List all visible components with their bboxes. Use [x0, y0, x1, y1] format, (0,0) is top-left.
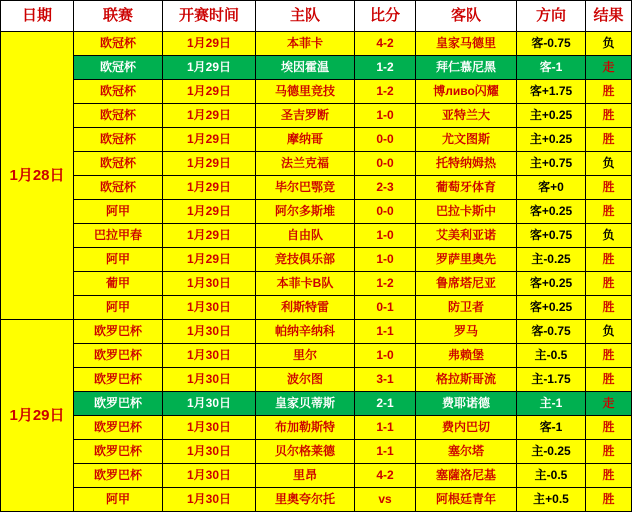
direction-cell: 客+0 — [517, 176, 586, 200]
league-cell: 阿甲 — [74, 200, 163, 224]
direction-cell: 主-1 — [517, 392, 586, 416]
direction-cell: 客+0.25 — [517, 296, 586, 320]
header-direction: 方向 — [517, 1, 586, 32]
home-team-cell: 里昂 — [256, 464, 355, 488]
home-team-cell: 贝尔格莱德 — [256, 440, 355, 464]
away-team-cell: 格拉斯哥流 — [416, 368, 517, 392]
direction-cell: 主-0.5 — [517, 344, 586, 368]
header-away-team: 客队 — [416, 1, 517, 32]
league-cell: 欧冠杯 — [74, 32, 163, 56]
home-team-cell: 阿尔多斯堆 — [256, 200, 355, 224]
result-cell: 胜 — [586, 296, 632, 320]
home-team-cell: 摩纳哥 — [256, 128, 355, 152]
home-team-cell: 利斯特雷 — [256, 296, 355, 320]
table-row[interactable] — [1, 152, 632, 176]
score-cell: 1-1 — [355, 320, 416, 344]
league-cell: 欧冠杯 — [74, 80, 163, 104]
kickoff-time-cell: 1月29日 — [163, 80, 256, 104]
home-team-cell: 本菲卡 — [256, 32, 355, 56]
score-cell: 0-0 — [355, 152, 416, 176]
home-team-cell: 圣吉罗断 — [256, 104, 355, 128]
league-cell: 欧罗巴杯 — [74, 344, 163, 368]
kickoff-time-cell: 1月30日 — [163, 368, 256, 392]
kickoff-time-cell: 1月29日 — [163, 176, 256, 200]
kickoff-time-cell: 1月30日 — [163, 392, 256, 416]
direction-cell: 客-1 — [517, 56, 586, 80]
home-team-cell: 竞技俱乐部 — [256, 248, 355, 272]
table-row[interactable] — [1, 32, 632, 56]
league-cell: 欧冠杯 — [74, 128, 163, 152]
direction-cell: 客-0.75 — [517, 32, 586, 56]
table-row[interactable] — [1, 392, 632, 416]
result-cell: 胜 — [586, 80, 632, 104]
result-cell: 胜 — [586, 344, 632, 368]
kickoff-time-cell: 1月30日 — [163, 296, 256, 320]
home-team-cell: 马德里竞技 — [256, 80, 355, 104]
home-team-cell: 毕尔巴鄂竞 — [256, 176, 355, 200]
score-cell: 1-0 — [355, 248, 416, 272]
result-cell: 负 — [586, 224, 632, 248]
home-team-cell: 布加勒斯特 — [256, 416, 355, 440]
away-team-cell: 弗赖堡 — [416, 344, 517, 368]
table-row[interactable] — [1, 488, 632, 512]
result-cell: 胜 — [586, 128, 632, 152]
result-cell: 胜 — [586, 248, 632, 272]
away-team-cell: 葡萄牙体育 — [416, 176, 517, 200]
direction-cell: 客+0.25 — [517, 272, 586, 296]
result-cell: 走 — [586, 56, 632, 80]
table-row[interactable] — [1, 296, 632, 320]
away-team-cell: 亚特兰大 — [416, 104, 517, 128]
direction-cell: 主+0.75 — [517, 152, 586, 176]
direction-cell: 客-0.75 — [517, 320, 586, 344]
score-cell: 1-2 — [355, 56, 416, 80]
table-header-row — [1, 1, 632, 32]
table-row[interactable] — [1, 440, 632, 464]
header-result: 结果 — [586, 1, 632, 32]
date-group-cell: 1月29日 — [1, 320, 74, 512]
table-row[interactable] — [1, 80, 632, 104]
result-cell: 胜 — [586, 488, 632, 512]
score-cell: 1-2 — [355, 80, 416, 104]
kickoff-time-cell: 1月30日 — [163, 464, 256, 488]
result-cell: 胜 — [586, 416, 632, 440]
away-team-cell: 巴拉卡斯中 — [416, 200, 517, 224]
direction-cell: 主-1.75 — [517, 368, 586, 392]
table-row[interactable] — [1, 128, 632, 152]
away-team-cell: 皇家马德里 — [416, 32, 517, 56]
away-team-cell: 塞薩洛尼基 — [416, 464, 517, 488]
kickoff-time-cell: 1月29日 — [163, 56, 256, 80]
header-league: 联赛 — [74, 1, 163, 32]
home-team-cell: 皇家贝蒂斯 — [256, 392, 355, 416]
away-team-cell: 费耶诺德 — [416, 392, 517, 416]
score-cell: 1-0 — [355, 104, 416, 128]
direction-cell: 主-0.25 — [517, 248, 586, 272]
header-kickoff-time: 开赛时间 — [163, 1, 256, 32]
away-team-cell: 博ливо闪耀 — [416, 80, 517, 104]
kickoff-time-cell: 1月29日 — [163, 248, 256, 272]
league-cell: 欧罗巴杯 — [74, 368, 163, 392]
away-team-cell: 拜仁慕尼黑 — [416, 56, 517, 80]
away-team-cell: 艾美利亚诺 — [416, 224, 517, 248]
result-cell: 胜 — [586, 176, 632, 200]
result-cell: 胜 — [586, 368, 632, 392]
league-cell: 阿甲 — [74, 296, 163, 320]
home-team-cell: 本菲卡B队 — [256, 272, 355, 296]
result-cell: 负 — [586, 152, 632, 176]
kickoff-time-cell: 1月30日 — [163, 488, 256, 512]
home-team-cell: 里奥夸尔托 — [256, 488, 355, 512]
table-row[interactable] — [1, 248, 632, 272]
away-team-cell: 费内巴切 — [416, 416, 517, 440]
score-cell: 1-1 — [355, 440, 416, 464]
league-cell: 巴拉甲春 — [74, 224, 163, 248]
league-cell: 欧冠杯 — [74, 176, 163, 200]
table-row[interactable] — [1, 272, 632, 296]
header-date: 日期 — [1, 1, 74, 32]
score-cell: 1-0 — [355, 224, 416, 248]
kickoff-time-cell: 1月29日 — [163, 224, 256, 248]
league-cell: 葡甲 — [74, 272, 163, 296]
away-team-cell: 托特纳姆热 — [416, 152, 517, 176]
home-team-cell: 法兰克福 — [256, 152, 355, 176]
away-team-cell: 尤文图斯 — [416, 128, 517, 152]
league-cell: 阿甲 — [74, 488, 163, 512]
score-cell: 1-0 — [355, 344, 416, 368]
result-cell: 负 — [586, 320, 632, 344]
header-home-team: 主队 — [256, 1, 355, 32]
away-team-cell: 罗马 — [416, 320, 517, 344]
result-cell: 胜 — [586, 200, 632, 224]
direction-cell: 主-0.25 — [517, 440, 586, 464]
home-team-cell: 波尔图 — [256, 368, 355, 392]
league-cell: 欧冠杯 — [74, 56, 163, 80]
kickoff-time-cell: 1月30日 — [163, 320, 256, 344]
table-row[interactable] — [1, 464, 632, 488]
home-team-cell: 自由队 — [256, 224, 355, 248]
kickoff-time-cell: 1月29日 — [163, 200, 256, 224]
score-cell: vs — [355, 488, 416, 512]
league-cell: 欧罗巴杯 — [74, 392, 163, 416]
table-row[interactable] — [1, 56, 632, 80]
direction-cell: 客+1.75 — [517, 80, 586, 104]
table-body — [1, 32, 632, 512]
table-row[interactable] — [1, 200, 632, 224]
kickoff-time-cell: 1月29日 — [163, 152, 256, 176]
result-cell: 胜 — [586, 440, 632, 464]
league-cell: 欧冠杯 — [74, 152, 163, 176]
direction-cell: 主+0.25 — [517, 128, 586, 152]
result-cell: 胜 — [586, 464, 632, 488]
away-team-cell: 防卫者 — [416, 296, 517, 320]
score-cell: 0-0 — [355, 200, 416, 224]
score-cell: 2-1 — [355, 392, 416, 416]
league-cell: 欧罗巴杯 — [74, 320, 163, 344]
home-team-cell: 埃因霍温 — [256, 56, 355, 80]
direction-cell: 客+0.25 — [517, 200, 586, 224]
score-cell: 0-0 — [355, 128, 416, 152]
away-team-cell: 塞尔塔 — [416, 440, 517, 464]
header-score: 比分 — [355, 1, 416, 32]
score-cell: 1-1 — [355, 416, 416, 440]
kickoff-time-cell: 1月30日 — [163, 272, 256, 296]
home-team-cell: 里尔 — [256, 344, 355, 368]
table-row[interactable] — [1, 320, 632, 344]
score-cell: 4-2 — [355, 464, 416, 488]
league-cell: 欧罗巴杯 — [74, 416, 163, 440]
result-cell: 胜 — [586, 104, 632, 128]
kickoff-time-cell: 1月30日 — [163, 416, 256, 440]
table-row[interactable] — [1, 176, 632, 200]
direction-cell: 客-1 — [517, 416, 586, 440]
kickoff-time-cell: 1月29日 — [163, 32, 256, 56]
league-cell: 欧罗巴杯 — [74, 464, 163, 488]
kickoff-time-cell: 1月30日 — [163, 344, 256, 368]
direction-cell: 客+0.75 — [517, 224, 586, 248]
table-row[interactable] — [1, 368, 632, 392]
score-cell: 0-1 — [355, 296, 416, 320]
result-cell: 胜 — [586, 272, 632, 296]
league-cell: 欧冠杯 — [74, 104, 163, 128]
league-cell: 欧罗巴杯 — [74, 440, 163, 464]
result-cell: 负 — [586, 32, 632, 56]
result-cell: 走 — [586, 392, 632, 416]
kickoff-time-cell: 1月30日 — [163, 440, 256, 464]
kickoff-time-cell: 1月29日 — [163, 128, 256, 152]
kickoff-time-cell: 1月29日 — [163, 104, 256, 128]
table-row[interactable] — [1, 104, 632, 128]
away-team-cell: 罗萨里奥先 — [416, 248, 517, 272]
score-cell: 3-1 — [355, 368, 416, 392]
score-cell: 4-2 — [355, 32, 416, 56]
date-group-cell: 1月28日 — [1, 32, 74, 320]
score-cell: 2-3 — [355, 176, 416, 200]
direction-cell: 主+0.5 — [517, 488, 586, 512]
direction-cell: 主+0.25 — [517, 104, 586, 128]
score-cell: 1-2 — [355, 272, 416, 296]
table-row[interactable] — [1, 224, 632, 248]
direction-cell: 主-0.5 — [517, 464, 586, 488]
home-team-cell: 帕纳辛纳科 — [256, 320, 355, 344]
away-team-cell: 阿根廷青年 — [416, 488, 517, 512]
table-row[interactable] — [1, 344, 632, 368]
league-cell: 阿甲 — [74, 248, 163, 272]
table-row[interactable] — [1, 416, 632, 440]
away-team-cell: 鲁席塔尼亚 — [416, 272, 517, 296]
